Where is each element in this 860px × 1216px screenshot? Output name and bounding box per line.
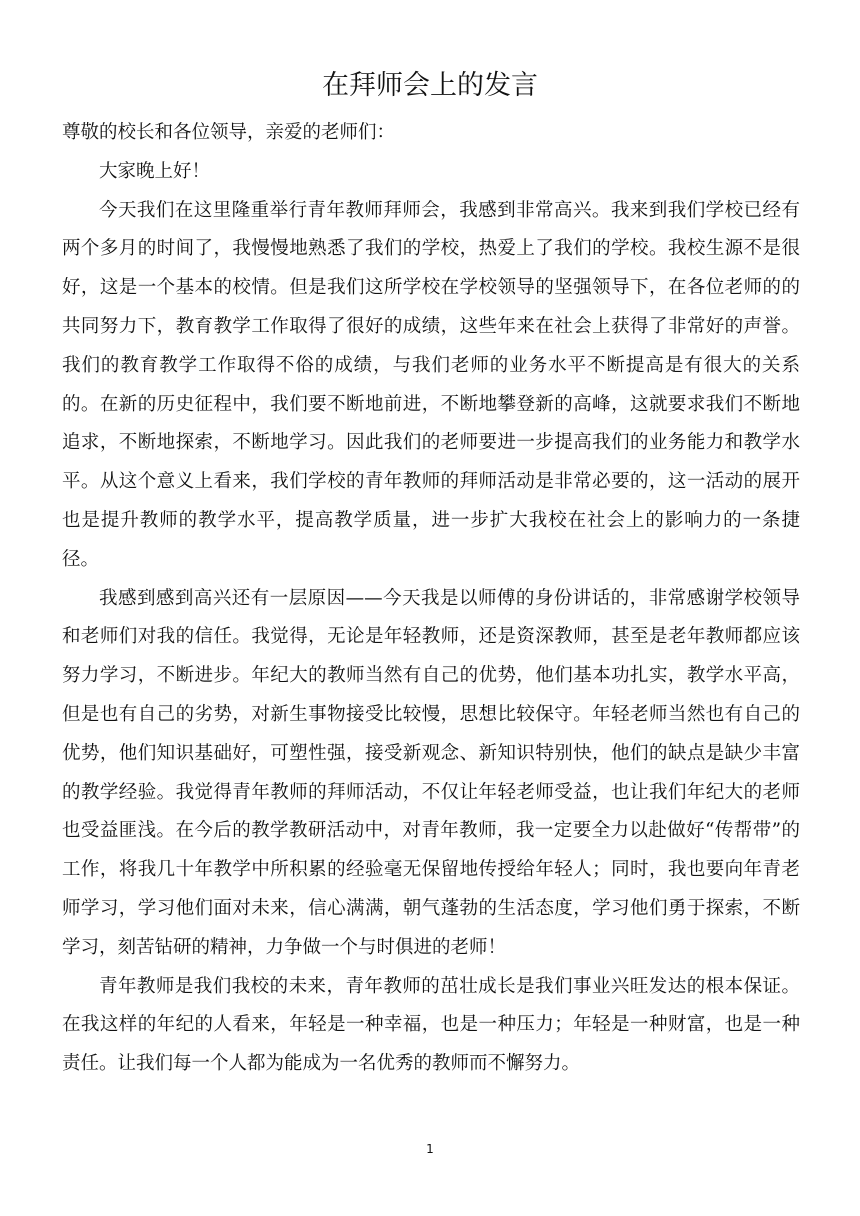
- document-title: 在拜师会上的发言: [322, 70, 538, 101]
- paragraph-3: 青年教师是我们我校的未来，青年教师的茁壮成长是我们事业兴旺发达的根本保证。在我这样的年纪的人看来，年轻是一种幸福，也是一种压力；年轻是一种财富，也是一种责任。让我们每一个人都为能成为一名优秀的教师而不懈努力。: [62, 975, 800, 1075]
- salutation: 尊敬的校长和各位领导，亲爱的老师们：: [62, 122, 396, 143]
- paragraph-2: 我感到感到高兴还有一层原因——今天我是以师傅的身份讲话的，非常感谢学校领导和老师们对我的信任。我觉得，无论是年轻教师，还是资深教师，甚至是老年教师都应该努力学习，不断进步。年纪大的教师当然有自己的优势，他们基本功扎实，教学水平高，但是也有自己的劣势，对新生事物接受比较慢，思想比较保守。年轻老师当然也有自己的优势，他们知识基础好，可塑性强，接受新观念、新知识特别快，他们的缺点是缺少丰富的教学经验。我觉得青年教师的拜师活动，不仅让年轻老师受益，也让我们年纪大的老师也受益匪浅。在今后的教学教研活动中，对青年教师，我一定要全力以赴做好“传帮带”的工作，将我几十年教学中所积累的经验毫无保留地传授给年轻人；同时，我也要向年青老师学习，学习他们面对未来，信心满满，朝气蓬勃的生活态度，学习他们勇于探索，不断学习，刻苦钻研的精神，力争做一个与时俱进的老师！: [62, 587, 800, 958]
- document-body: [62, 114, 800, 1084]
- page-number: 1: [426, 1142, 434, 1156]
- greeting: 大家晚上好！: [99, 160, 211, 182]
- paragraph-1: 今天我们在这里隆重举行青年教师拜师会，我感到非常高兴。我来到我们学校已经有两个多月的时间了，我慢慢地熟悉了我们的学校，热爱上了我们的学校。我校生源不是很好，这是一个基本的校情。但是我们这所学校在学校领导的坚强领导下，在各位老师的的共同努力下，教育教学工作取得了很好的成绩，这些年来在社会上获得了非常好的声誉。我们的教育教学工作取得不俗的成绩，与我们老师的业务水平不断提高是有很大的关系的。在新的历史征程中，我们要不断地前进，不断地攀登新的高峰，这就要求我们不断地追求，不断地探索，不断地学习。因此我们的老师要进一步提高我们的业务能力和教学水平。从这个意义上看来，我们学校的青年教师的拜师活动是非常必要的，这一活动的展开也是提升教师的教学水平，提高教学质量，进一步扩大我校在社会上的影响力的一条捷径。: [62, 199, 800, 570]
